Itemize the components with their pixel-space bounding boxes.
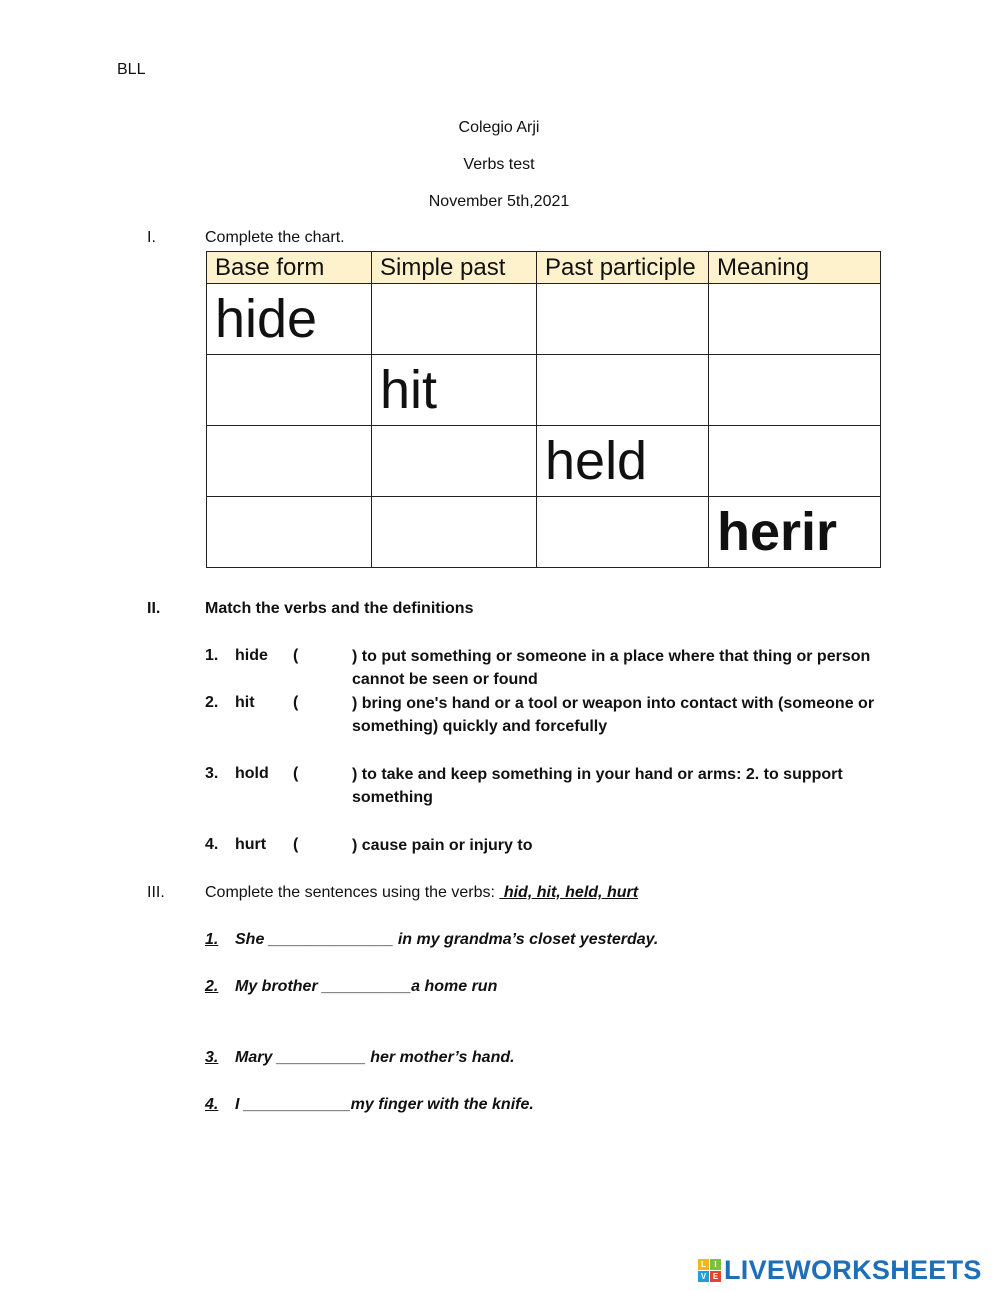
match-item-verb: hurt — [235, 836, 267, 853]
chart-cell[interactable] — [372, 426, 537, 497]
chart-cell[interactable] — [207, 355, 372, 426]
corner-label: BLL — [117, 61, 146, 78]
match-item-verb: hit — [235, 694, 255, 711]
chart-row — [207, 284, 881, 355]
sentence-text[interactable]: I ____________my finger with the knife. — [235, 1096, 534, 1113]
chart-cell: hit — [372, 355, 537, 426]
match-item-number: 4. — [205, 836, 219, 853]
match-answer-blank[interactable]: ( — [293, 647, 299, 664]
chart-header-past-participle: Past participle — [537, 252, 709, 284]
chart-header-simple-past: Simple past — [372, 252, 537, 284]
chart-cell: hide — [207, 284, 372, 355]
match-item-definition: ) to take and keep something in your hand or arms: 2. to support something — [352, 766, 843, 806]
match-answer-blank[interactable]: ( — [293, 765, 299, 782]
logo-text: LIVEWORKSHEETS — [724, 1254, 982, 1285]
chart-cell[interactable] — [537, 497, 709, 568]
sentence-number: 3. — [205, 1049, 219, 1066]
match-item-definition: ) cause pain or injury to — [352, 837, 533, 854]
chart-row — [207, 355, 881, 426]
logo-tile: V — [698, 1271, 709, 1282]
chart-cell: herir — [709, 497, 881, 568]
test-date: November 5th,2021 — [428, 193, 570, 210]
sentence-number: 4. — [205, 1096, 219, 1113]
chart-cell[interactable] — [537, 355, 709, 426]
logo-tile: E — [710, 1271, 721, 1282]
liveworksheets-logo — [698, 1255, 982, 1285]
match-item-number: 1. — [205, 647, 219, 664]
school-name: Colegio Arji — [458, 119, 540, 136]
sentence-number: 2. — [205, 978, 219, 995]
chart-row — [207, 497, 881, 568]
logo-tile: L — [698, 1259, 709, 1270]
match-item-verb: hold — [235, 765, 269, 782]
chart-header-meaning: Meaning — [709, 252, 881, 284]
match-item-number: 2. — [205, 694, 219, 711]
chart-cell[interactable] — [372, 497, 537, 568]
chart-header-base-form: Base form — [207, 252, 372, 284]
chart-cell[interactable] — [709, 355, 881, 426]
match-item-number: 3. — [205, 765, 219, 782]
section-3-number: III. — [147, 884, 165, 901]
section-1-number: I. — [147, 229, 156, 246]
section-2-number: II. — [147, 600, 161, 617]
match-item-definition: ) bring one's hand or a tool or weapon into contact with (someone or something) quickly and forcefully — [352, 695, 875, 735]
section-3-instruction-text: Complete the sentences using the verbs: — [205, 884, 500, 901]
chart-cell[interactable] — [207, 497, 372, 568]
match-item-definition: ) to put something or someone in a place where that thing or person cannot be seen or found — [352, 648, 871, 688]
sentence-text[interactable]: My brother __________a home run — [235, 978, 498, 995]
sentence-number: 1. — [205, 931, 219, 948]
section-2-instruction: Match the verbs and the definitions — [205, 600, 474, 617]
chart-cell: held — [537, 426, 709, 497]
sentence-text[interactable]: She ______________ in my grandma’s closet yesterday. — [235, 931, 659, 948]
chart-cell[interactable] — [207, 426, 372, 497]
verb-chart — [206, 251, 881, 568]
logo-tile: I — [710, 1259, 721, 1270]
logo-mark-icon — [698, 1259, 721, 1282]
test-title: Verbs test — [463, 156, 535, 173]
chart-cell[interactable] — [709, 284, 881, 355]
section-3-instruction — [205, 884, 638, 902]
match-answer-blank[interactable]: ( — [293, 836, 299, 853]
chart-row — [207, 426, 881, 497]
chart-cell[interactable] — [709, 426, 881, 497]
match-answer-blank[interactable]: ( — [293, 694, 299, 711]
match-item-verb: hide — [235, 647, 268, 664]
section-3-verb-list: hid, hit, held, hurt — [499, 884, 639, 901]
sentence-text[interactable]: Mary __________ her mother’s hand. — [235, 1049, 515, 1066]
section-1-instruction: Complete the chart. — [205, 229, 345, 246]
chart-cell[interactable] — [372, 284, 537, 355]
chart-header-row — [207, 252, 881, 284]
chart-cell[interactable] — [537, 284, 709, 355]
